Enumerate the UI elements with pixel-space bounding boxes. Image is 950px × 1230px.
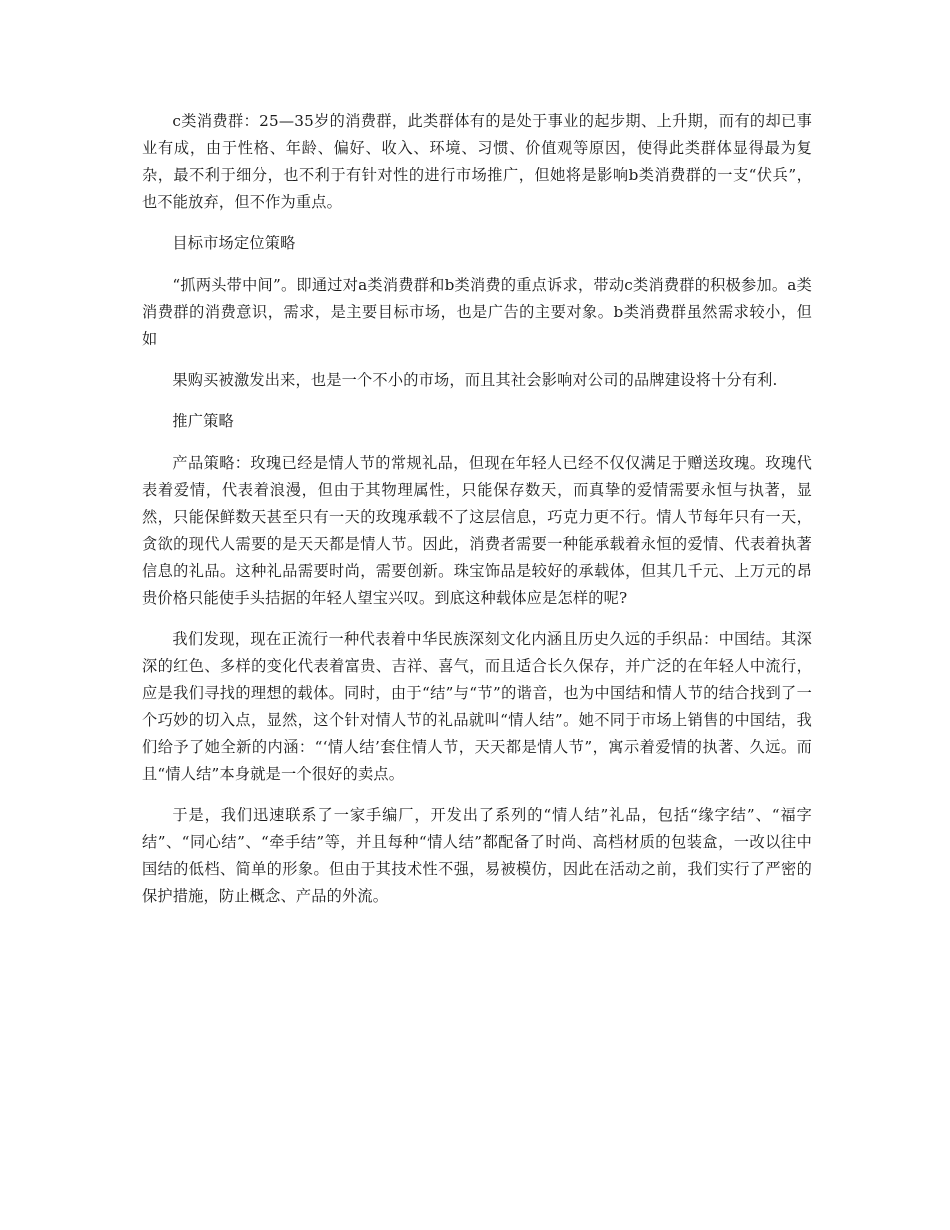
- paragraph-hand-weaving-factory: 于是，我们迅速联系了一家手编厂，开发出了系列的“情人结”礼品，包括“缘字结”、“福字结”、“同心结”、“牵手结”等，并且每种“情人结”都配备了时尚、高档材质的包装盒，一改以往中国结的低档、简单的形象。但由于其技术性不强，易被模仿，因此在活动之前，我们实行了严密的保护措施，防止概念、产品的外流。: [142, 806, 812, 905]
- paragraph-product-strategy: 产品策略：玫瑰已经是情人节的常规礼品，但现在年轻人已经不仅仅满足于赠送玫瑰。玫瑰代表着爱情，代表着浪漫，但由于其物理属性，只能保存数天，而真挚的爱情需要永恒与执著，显然，只能保鲜数天甚至只有一天的玫瑰承载不了这层信息，巧克力更不行。情人节每年只有一天，贪欲的现代人需要的是天天都是情人节。因此，消费者需要一种能承载着永恒的爱情、代表着执著信息的礼品。这种礼品需要时尚，需要创新。珠宝饰品是较好的承载体，但其几千元、上万元的昂贵价格只能使手头拮据的年轻人望宝兴叹。到底这种载体应是怎样的呢?: [142, 454, 812, 607]
- document-page: [142, 108, 812, 924]
- paragraph-chinese-knot: 我们发现，现在正流行一种代表着中华民族深刻文化内涵且历史久远的手织品：中国结。其深深的红色、多样的变化代表着富贵、吉祥、喜气，而且适合长久保存，并广泛的在年轻人中流行，应是我们寻找的理想的载体。同时，由于“结”与“节”的谐音，也为中国结和情人节的结合找到了一个巧妙的切入点，显然，这个针对情人节的礼品就叫“情人结”。她不同于市场上销售的中国结，我们给予了她全新的内涵：“‘情人结’套住情人节，天天都是情人节”，寓示着爱情的执著、久远。而且“情人结”本身就是一个很好的卖点。: [142, 630, 812, 783]
- paragraph-c-consumer-group: c类消费群：25—35岁的消费群，此类群体有的是处于事业的起步期、上升期，而有的却已事业有成，由于性格、年龄、偏好、收入、环境、习惯、价值观等原因，使得此类群体显得最为复杂，最不利于细分，也不利于有针对性的进行市场推广，但她将是影响b类消费群的一支“伏兵”，也不能放弃，但不作为重点。: [142, 112, 812, 211]
- paragraph-grab-both-ends: “抓两头带中间”。即通过对a类消费群和b类消费的重点诉求，带动c类消费群的积极参加。a类消费群的消费意识，需求，是主要目标市场，也是广告的主要对象。b类消费群虽然需求较小，但如: [142, 276, 812, 348]
- heading-promotion-strategy: 推广策略: [172, 412, 234, 430]
- heading-target-market-positioning: 目标市场定位策略: [172, 234, 296, 252]
- paragraph-purchase-stimulated: 果购买被激发出来，也是一个不小的市场，而且其社会影响对公司的品牌建设将十分有利.: [172, 371, 778, 389]
